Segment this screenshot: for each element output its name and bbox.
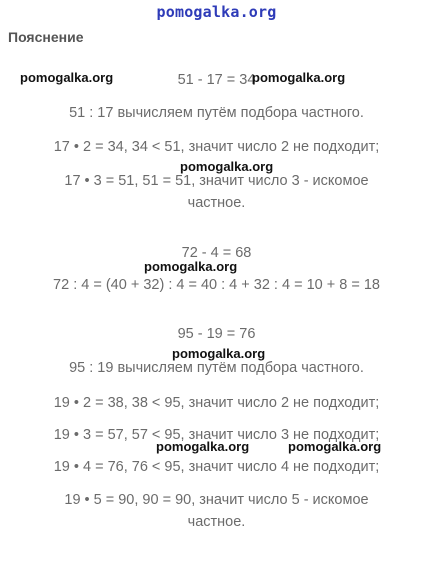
explanation-line: частное. xyxy=(187,195,246,211)
explanation-line: 19 • 4 = 76, 76 < 95, значит число 4 не подходит; xyxy=(53,459,380,475)
site-watermark: pomogalka.org xyxy=(156,3,277,21)
explanation-line: частное. xyxy=(187,514,246,530)
watermark: pomogalka.org xyxy=(172,346,266,361)
explanation-line: 17 • 3 = 51, 51 = 51, значит число 3 - искомое xyxy=(64,173,369,189)
section-title: Пояснение xyxy=(8,29,84,45)
explanation-line: 51 : 17 вычисляем путём подбора частного. xyxy=(69,105,364,121)
watermark: pomogalka.org xyxy=(20,70,114,85)
watermark: pomogalka.org xyxy=(144,259,238,274)
explanation-line: 19 • 5 = 90, 90 = 90, значит число 5 - искомое xyxy=(64,492,369,508)
equation-line: 95 - 19 = 76 xyxy=(177,326,256,342)
watermark: pomogalka.org xyxy=(252,70,346,85)
equation-line: 72 - 4 = 68 xyxy=(181,245,252,261)
explanation-line: 19 • 2 = 38, 38 < 95, значит число 2 не подходит; xyxy=(53,395,380,411)
explanation-line: 19 • 3 = 57, 57 < 95, значит число 3 не подходит; xyxy=(53,427,380,443)
watermark: pomogalka.org xyxy=(180,159,274,174)
equation-line: 51 - 17 = 34 xyxy=(177,72,256,88)
explanation-line: 72 : 4 = (40 + 32) : 4 = 40 : 4 + 32 : 4 = 10 + 8 = 18 xyxy=(53,277,380,293)
explanation-line: 95 : 19 вычисляем путём подбора частного. xyxy=(69,360,364,376)
explanation-line: 17 • 2 = 34, 34 < 51, значит число 2 не подходит; xyxy=(53,139,380,155)
watermark: pomogalka.org xyxy=(288,439,382,454)
watermark: pomogalka.org xyxy=(156,439,250,454)
